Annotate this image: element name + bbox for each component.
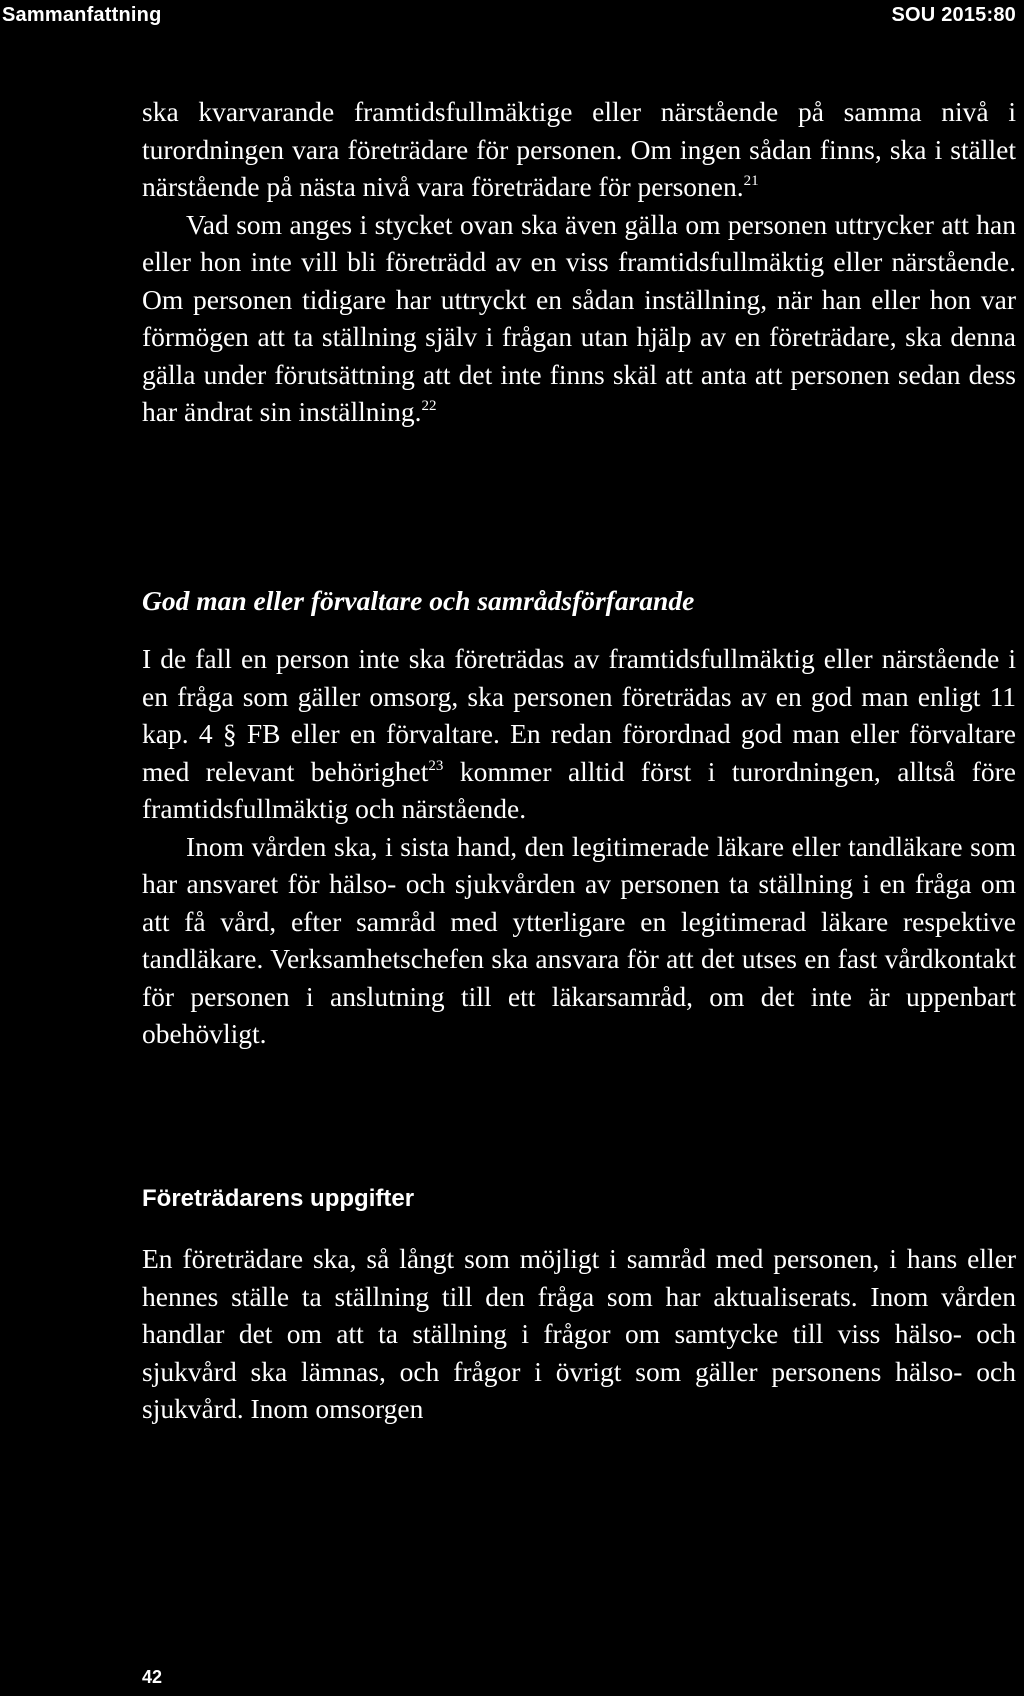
- paragraph-text: Vad som anges i stycket ovan ska även gälla om personen uttrycker att han eller hon inte vill bli företrädd av en viss framtidsfullmäktig eller närstående. Om personen tidigare har uttryckt en sådan inställning, när han eller hon var förmögen att ta ställning själv i frågan utan hjälp av en företrädare, ska denna gälla under förutsättning att det inte finns skäl att anta att personen sedan dess har ändrat sin inställning.: [142, 208, 1016, 427]
- footnote-ref: 22: [421, 398, 437, 414]
- paragraph-text: kommer alltid först i turordningen, alltså före framtidsfullmäktig och närstående.: [142, 755, 1016, 824]
- paragraph-text: Inom vården ska, i sista hand, den legitimerade läkare eller tandläkare som har ansvaret för hälso- och sjukvården av personen ta ställning i en fråga om att få vård, efter samråd med ytterligare en legitimerad läkare respektive tandläkare. Verksamhetschefen ska ansvara för att det utses en fast vårdkontakt för personen i anslutning till ett läkarsamråd, om det inte är uppenbart obehövligt.: [142, 830, 1016, 1049]
- section-god-man: [142, 640, 1016, 1053]
- running-head-section: Sammanfattning: [2, 4, 162, 26]
- paragraph: [142, 828, 1016, 1053]
- paragraph: [142, 1240, 1016, 1428]
- paragraph: [142, 93, 1016, 206]
- section-foretradare: [142, 1240, 1016, 1428]
- paragraph: [142, 206, 1016, 431]
- page-number: 42: [142, 1667, 163, 1687]
- paragraph-text: ska kvarvarande framtidsfullmäktige eller närstående på samma nivå i turordningen vara företrädare för personen. Om ingen sådan finns, ska i stället närstående på nästa nivå vara företrädare för personen.: [142, 96, 1016, 202]
- running-head-report-id: SOU 2015:80: [891, 4, 1016, 26]
- section-heading: God man eller förvaltare och samrådsförfarande: [142, 585, 695, 616]
- paragraph-text: I de fall en person inte ska företrädas av framtidsfullmäktig eller närstående i en fråga som gäller omsorg, ska personen företrädas av en god man enligt 11 kap. 4 § FB eller en förvaltare. En redan förordnad god man eller förvaltare med relevant behörighet: [142, 643, 1016, 787]
- section-continuation: [142, 93, 1016, 431]
- footnote-ref: 21: [743, 173, 759, 189]
- paragraph-text: En företrädare ska, så långt som möjligt i samråd med personen, i hans eller hennes ställe ta ställning till den fråga som har aktualiserats. Inom vården handlar det om att ta ställning i frågor om samtycke till viss hälso- och sjukvård ska lämnas, och frågor i övrigt som gäller personens hälso- och sjukvård. Inom omsorgen: [142, 1243, 1016, 1424]
- paragraph: [142, 640, 1016, 828]
- section-heading: Företrädarens uppgifter: [142, 1185, 415, 1212]
- footnote-ref: 23: [428, 757, 444, 774]
